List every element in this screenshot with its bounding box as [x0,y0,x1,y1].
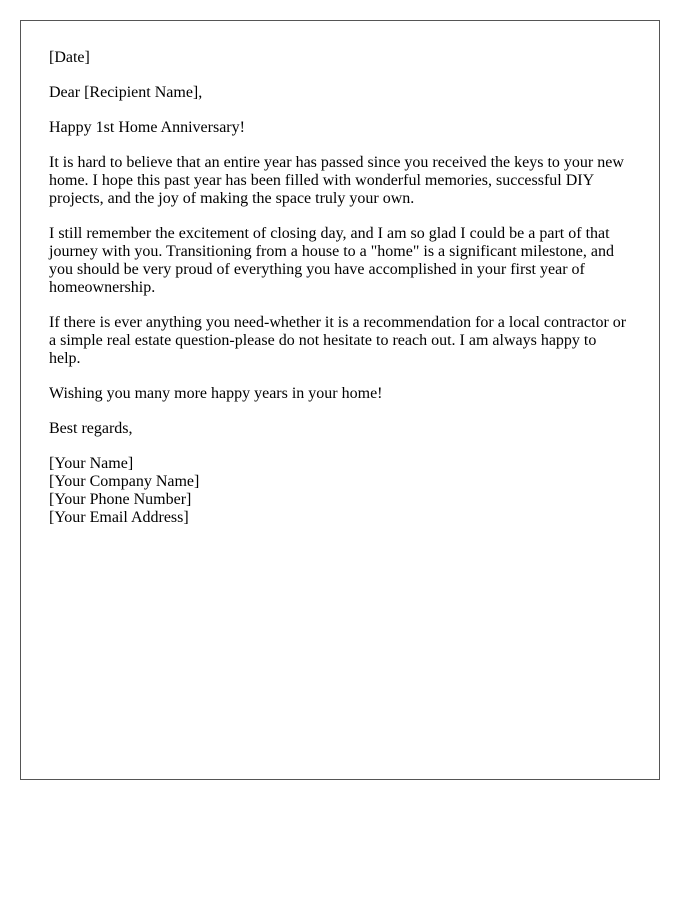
signature-block [49,455,631,527]
body-paragraph: It is hard to believe that an entire year has passed since you received the keys to your new home. I hope this past year has been filled with wonderful memories, successful DIY projects, and the joy of making the space truly your own. [49,154,624,207]
closing: Best regards, [49,420,133,437]
body-paragraph: Wishing you many more happy years in your home! [49,385,383,402]
letter-page [20,20,660,780]
signature-company: [Your Company Name] [49,473,200,490]
signature-name: [Your Name] [49,455,134,472]
body-paragraph: I still remember the excitement of closing day, and I am so glad I could be a part of that journey with you. Transitioning from a house to a "home" is a significant milestone, and you should be very proud of everything you have accomplished in your first year of homeownership. [49,225,614,296]
letter-date: [Date] [49,49,90,66]
signature-email: [Your Email Address] [49,509,189,526]
signature-phone: [Your Phone Number] [49,491,192,508]
salutation: Dear [Recipient Name], [49,84,203,101]
greeting: Happy 1st Home Anniversary! [49,119,245,136]
body-paragraph: If there is ever anything you need-whether it is a recommendation for a local contractor or a simple real estate question-please do not hesitate to reach out. I am always happy to help. [49,314,627,367]
